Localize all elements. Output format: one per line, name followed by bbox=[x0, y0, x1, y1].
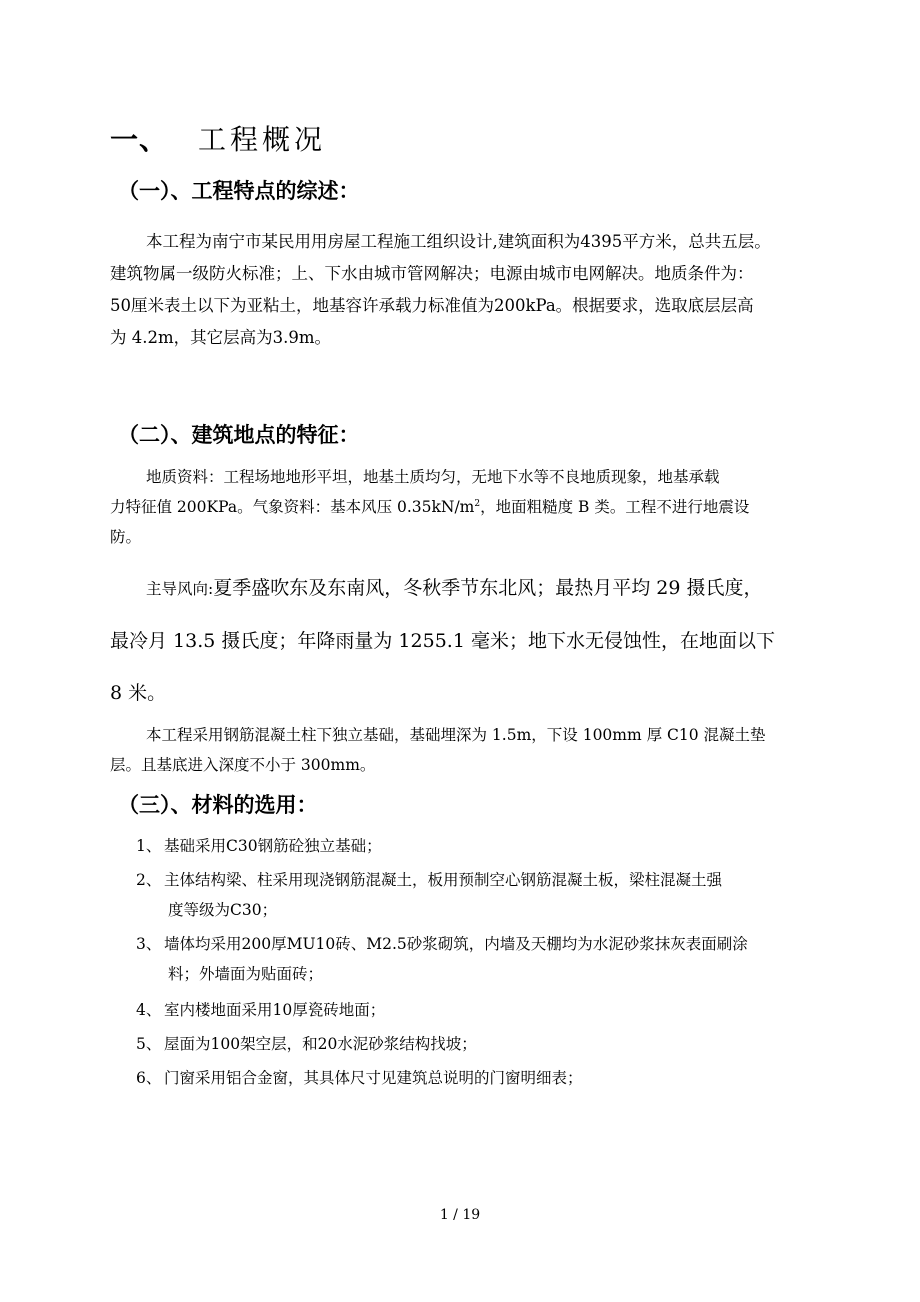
wind-lead: 主导风向: bbox=[146, 580, 214, 598]
list-item-text: 基础采用C30钢筋砼独立基础； bbox=[164, 837, 382, 855]
paragraph-line: 本工程为南宁市某民用用房屋工程施工组织设计,建筑面积为4395平方米，总共五层。 bbox=[146, 232, 771, 251]
chapter-title: 工程概况 bbox=[198, 123, 327, 156]
list-item-text: 墙体均采用200厚MU10砖、M2.5砂浆砌筑，内墙及天棚均为水泥砂浆抹灰表面刷涂 bbox=[164, 935, 748, 953]
paragraph-line: 最冷月 13.5 摄氏度；年降雨量为 1255.1 毫米；地下水无侵蚀性，在地面以下 bbox=[110, 630, 775, 652]
chapter-number: 一、 bbox=[110, 123, 169, 156]
section-heading-1: （一）、工程特点的综述： bbox=[118, 179, 360, 203]
materials-list bbox=[110, 831, 832, 1097]
list-item-number: 4、 bbox=[136, 1001, 162, 1019]
text-fragment: ，地面粗糙度 B 类。工程不进行地震设 bbox=[480, 498, 750, 516]
paragraph-line: 为 4.2m，其它层高为3.9m。 bbox=[110, 328, 332, 347]
list-item bbox=[110, 1063, 832, 1097]
list-item-number: 6、 bbox=[136, 1069, 162, 1087]
paragraph-line: 本工程采用钢筋混凝土柱下独立基础，基础埋深为 1.5m，下设 100mm 厚 C10 混凝土垫 bbox=[146, 726, 766, 744]
paragraph-line: 建筑物属一级防火标准；上、下水由城市管网解决；电源由城市电网解决。地质条件为： bbox=[110, 264, 754, 283]
list-item-text-continued: 度等级为C30； bbox=[168, 901, 278, 919]
paragraph-line: 8 米。 bbox=[110, 682, 167, 704]
paragraph-line bbox=[110, 562, 832, 615]
page-number: 1 / 19 bbox=[439, 1207, 481, 1223]
list-item-text: 屋面为100架空层，和20水泥砂浆结构找坡； bbox=[164, 1035, 477, 1053]
paragraph-line: 地质资料：工程场地地形平坦，地基土质均匀，无地下水等不良地质现象，地基承载 bbox=[146, 468, 720, 486]
geology-paragraph bbox=[110, 462, 832, 552]
section-1-paragraph bbox=[110, 226, 832, 354]
paragraph-line: 层。且基底进入深度不小于 300mm。 bbox=[110, 756, 376, 774]
chapter-heading bbox=[110, 120, 832, 160]
paragraph-line bbox=[110, 492, 832, 522]
superscript: 2 bbox=[474, 498, 481, 509]
paragraph-line: 50厘米表土以下为亚粘土，地基容许承载力标准值为200kPa。根据要求，选取底层层高 bbox=[110, 296, 754, 315]
paragraph-line: 防。 bbox=[110, 528, 142, 546]
text-fragment: 力特征值 200KPa。气象资料：基本风压 0.35kN/m bbox=[110, 498, 475, 516]
list-item-number: 1、 bbox=[136, 837, 162, 855]
foundation-paragraph bbox=[110, 720, 832, 780]
list-item bbox=[110, 929, 832, 995]
list-item-text: 室内楼地面采用10厚瓷砖地面； bbox=[164, 1001, 386, 1019]
list-item-text: 主体结构梁、柱采用现浇钢筋混凝土，板用预制空心钢筋混凝土板，梁柱混凝土强 bbox=[164, 871, 723, 889]
list-item-text: 门窗采用铝合金窗，其具体尺寸见建筑总说明的门窗明细表； bbox=[164, 1069, 583, 1087]
climate-paragraph bbox=[110, 562, 832, 719]
list-item bbox=[110, 865, 832, 929]
list-item bbox=[110, 1029, 832, 1063]
list-item bbox=[110, 995, 832, 1029]
list-item-text-continued: 料；外墙面为贴面砖； bbox=[168, 965, 324, 983]
list-item bbox=[110, 831, 832, 865]
list-item-number: 2、 bbox=[136, 871, 162, 889]
list-item-number: 5、 bbox=[136, 1035, 162, 1053]
section-heading-2: （二）、建筑地点的特征： bbox=[118, 423, 360, 447]
list-item-number: 3、 bbox=[136, 935, 162, 953]
section-heading-3: （三）、材料的选用： bbox=[118, 793, 318, 817]
text-fragment: 夏季盛吹东及东南风，冬秋季节东北风；最热月平均 29 摄氏度， bbox=[213, 577, 763, 599]
